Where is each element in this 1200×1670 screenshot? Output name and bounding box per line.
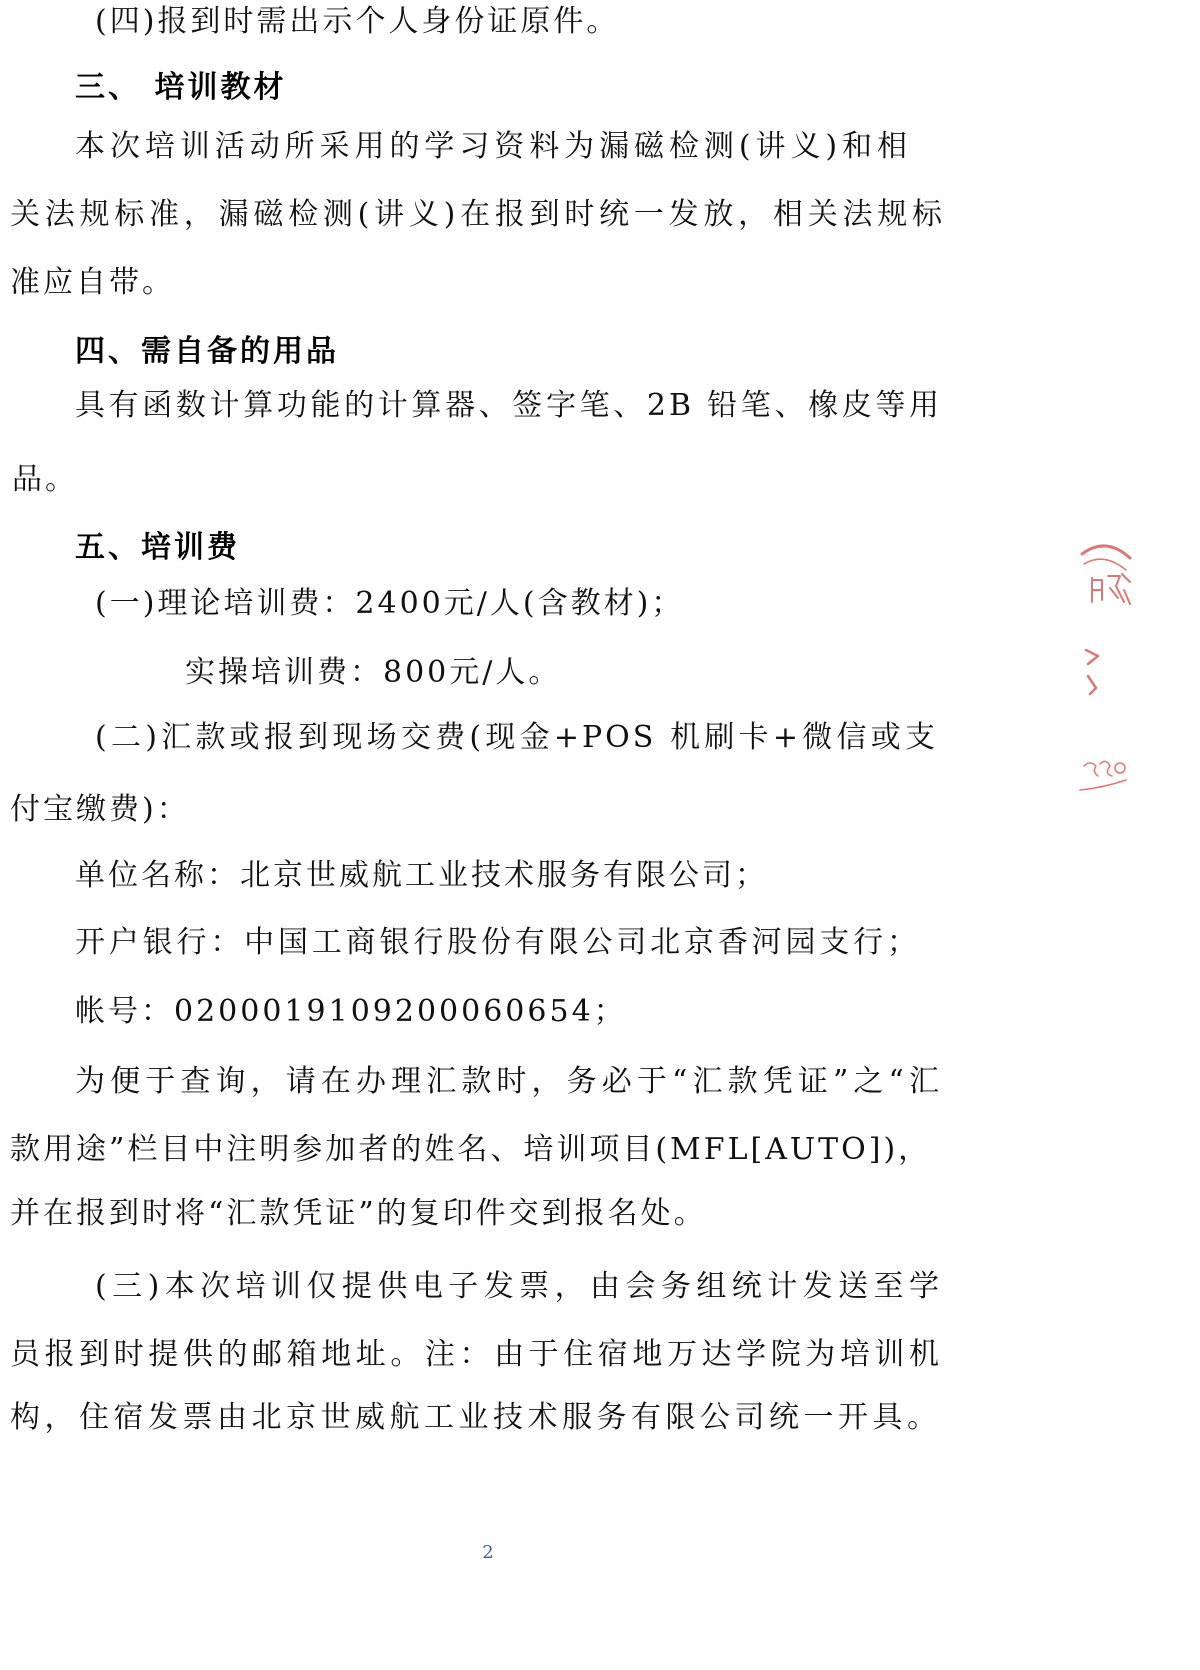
materials-paragraph-line: 本次培训活动所采用的学习资料为漏磁检测(讲义)和相 — [75, 129, 910, 164]
invoice-note-line: 员报到时提供的邮箱地址。注：由于住宿地万达学院为培训机 — [10, 1337, 942, 1372]
invoice-note-line: (三)本次培训仅提供电子发票，由会务组统计发送至学 — [95, 1269, 942, 1304]
page-number: 2 — [482, 1542, 494, 1563]
payment-method-line: (二)汇款或报到现场交费(现金+POS 机刷卡+微信或支 — [95, 720, 938, 755]
id-card-requirement: (四)报到时需出示个人身份证原件。 — [95, 4, 620, 39]
payment-method-line: 付宝缴费)： — [10, 792, 190, 827]
remittance-note-line: 为便于查询，请在办理汇款时，务必于“汇款凭证”之“汇 — [75, 1064, 942, 1099]
heading-training-fees: 五、培训费 — [75, 530, 240, 565]
heading-required-supplies: 四、需自备的用品 — [75, 334, 339, 369]
materials-paragraph-line: 准应自带。 — [10, 265, 175, 300]
remittance-note-line: 并在报到时将“汇款凭证”的复印件交到报名处。 — [10, 1196, 707, 1231]
supplies-paragraph-line: 具有函数计算功能的计算器、签字笔、2B 铅笔、橡皮等用 — [75, 388, 942, 423]
practical-fee: 实操培训费：800元/人。 — [185, 655, 562, 690]
heading-training-materials: 三、 培训教材 — [75, 70, 287, 105]
account-number: 帐号：0200019109200060654； — [75, 994, 627, 1029]
theory-fee: (一)理论培训费：2400元/人(含教材)； — [95, 586, 685, 621]
seal-stamp-icon — [1070, 530, 1200, 810]
invoice-note-line: 构，住宿发票由北京世威航工业技术服务有限公司统一开具。 — [10, 1400, 940, 1435]
materials-paragraph-line: 关法规标准，漏磁检测(讲义)在报到时统一发放，相关法规标 — [10, 197, 945, 232]
remittance-note-line: 款用途”栏目中注明参加者的姓名、培训项目(MFL[AUTO])， — [10, 1132, 932, 1167]
account-name: 单位名称：北京世威航工业技术服务有限公司； — [75, 858, 768, 893]
supplies-paragraph-line: 品。 — [12, 462, 78, 497]
bank-name: 开户银行：中国工商银行股份有限公司北京香河园支行； — [75, 925, 920, 960]
